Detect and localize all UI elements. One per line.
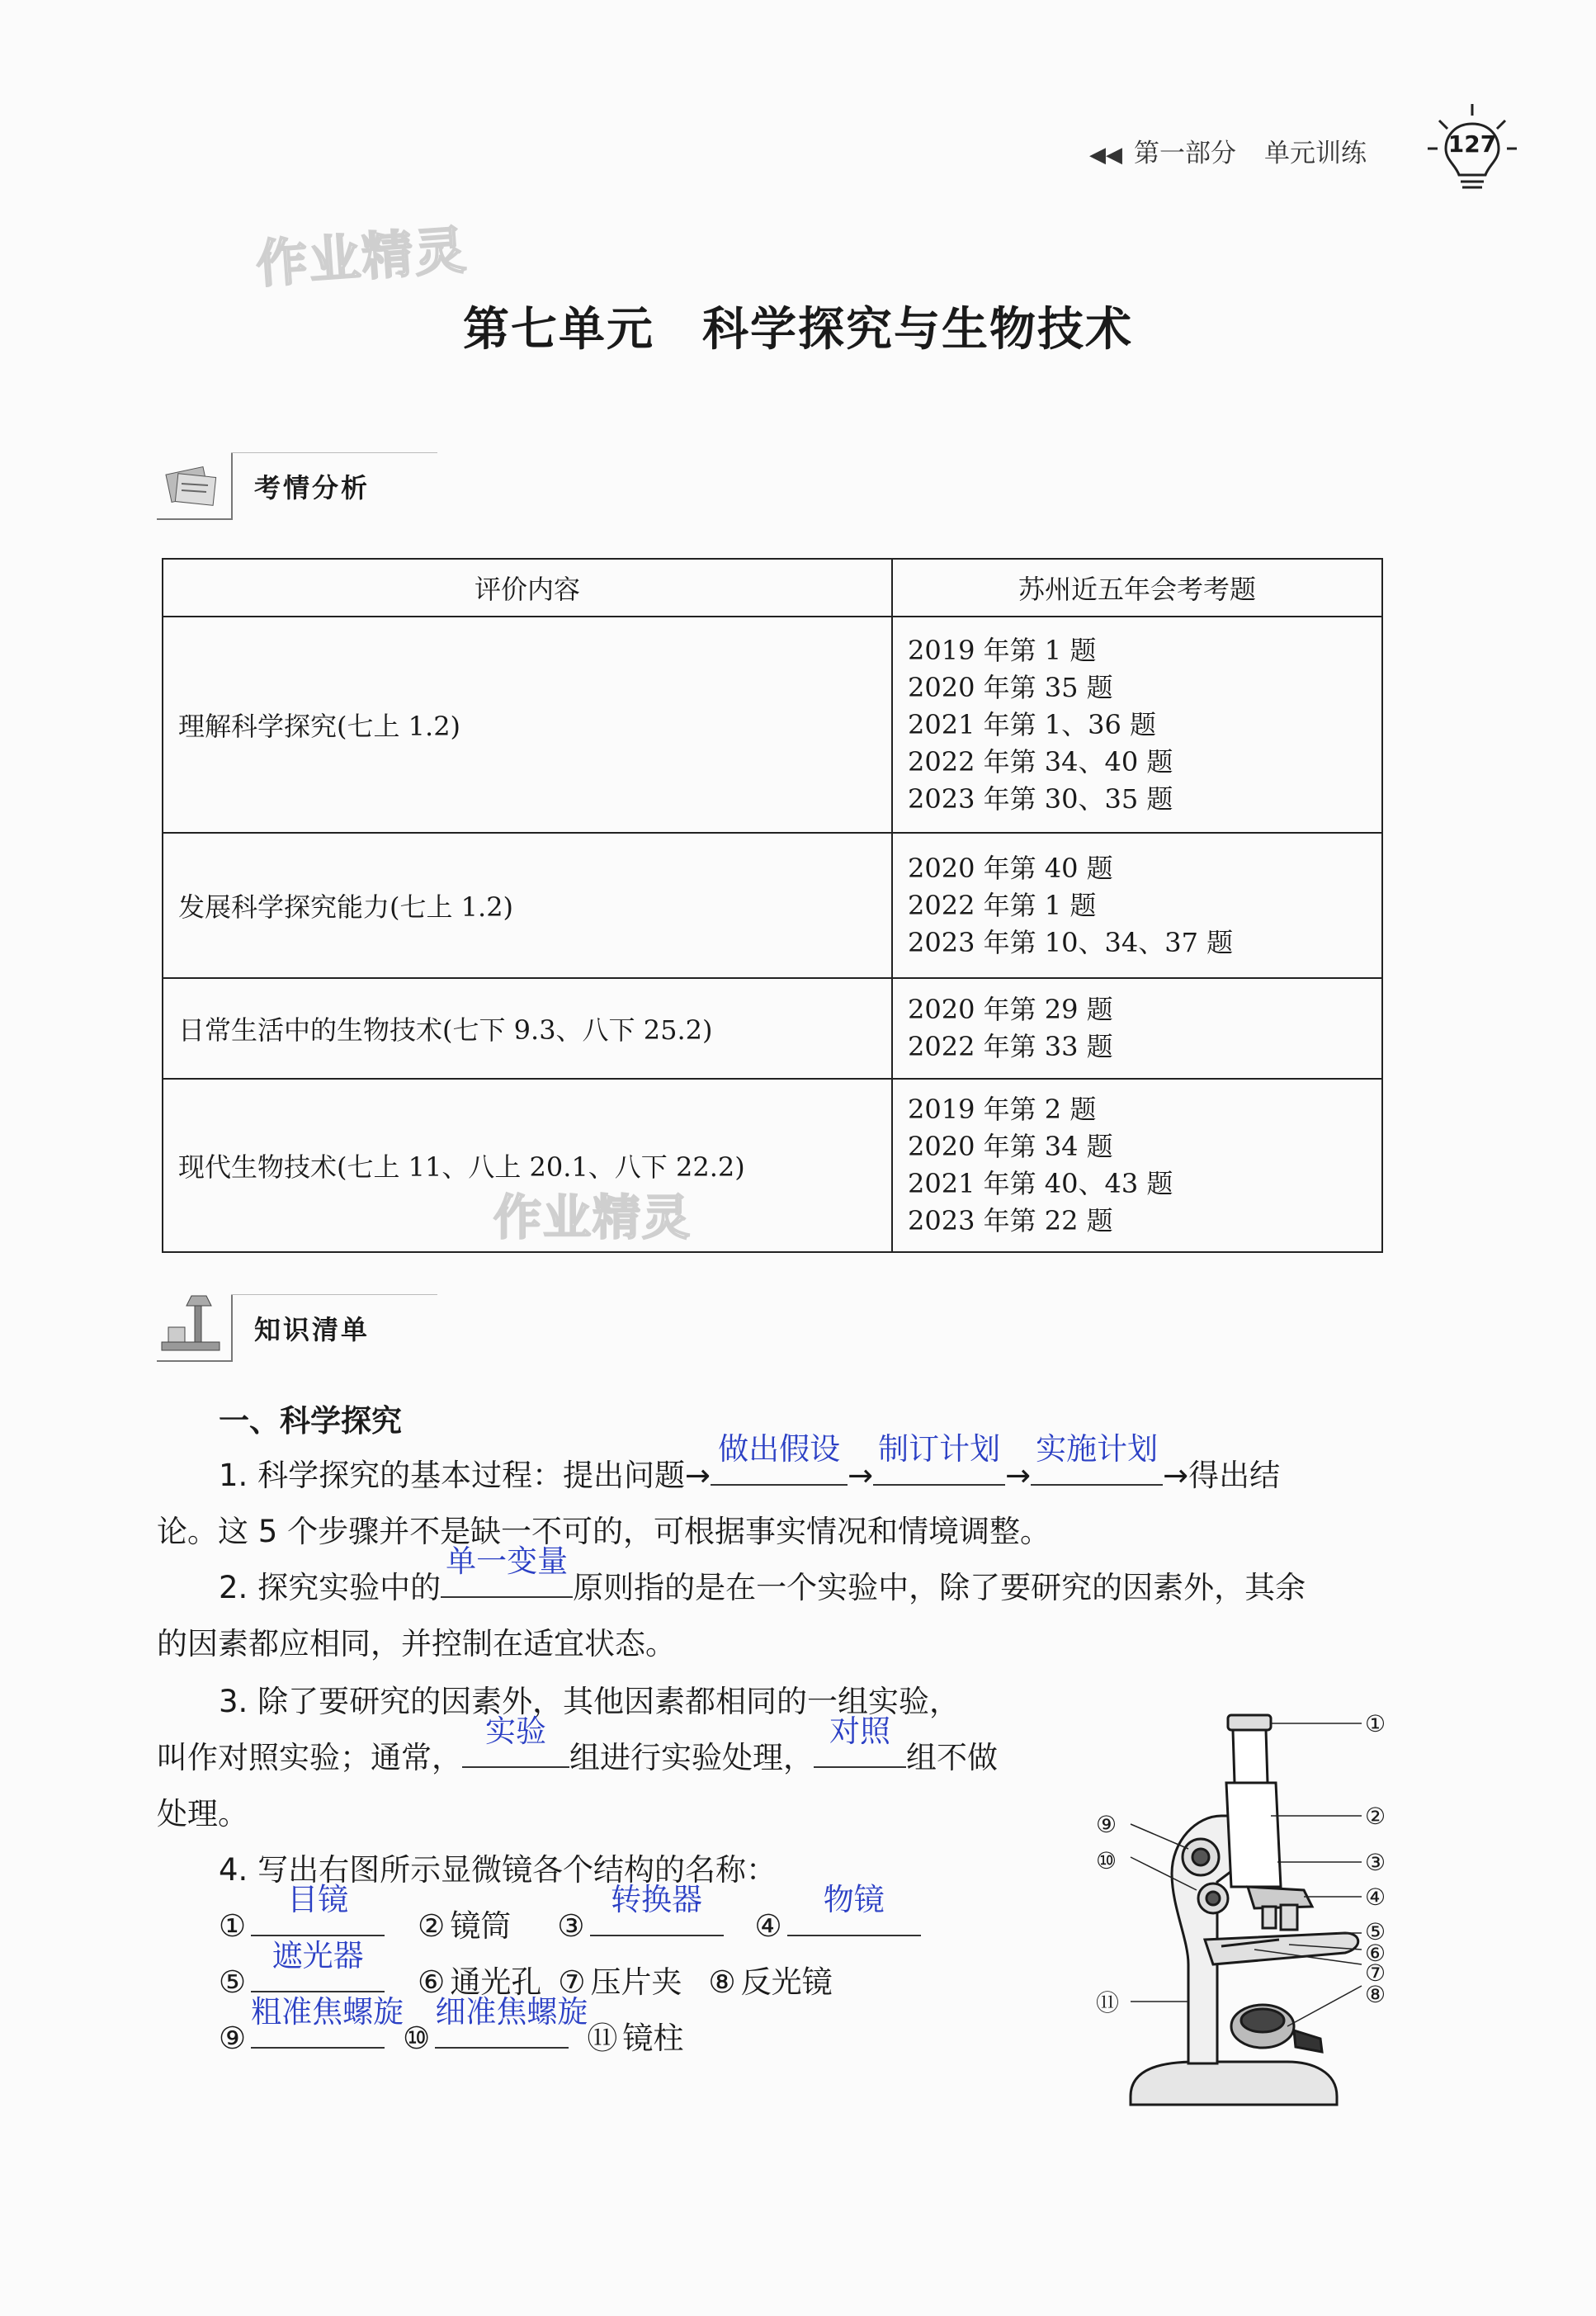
answer-blank: [787, 1882, 921, 1936]
question-1-line1: [219, 1431, 1281, 1504]
answer-blank: [814, 1713, 906, 1768]
handwritten-answer: 制订计划: [878, 1431, 1001, 1467]
section-label: 知识清单: [254, 1314, 371, 1345]
handwritten-answer: 单一变量: [446, 1543, 569, 1579]
watermark: 作业精灵: [493, 1189, 692, 1245]
answer-blank: [251, 1994, 404, 2049]
section-exam-analysis: [157, 452, 454, 518]
item-number: ⑤: [219, 1964, 247, 2000]
item-number: ⑦: [558, 1964, 586, 2000]
question-3-line3: 处理。: [157, 1796, 248, 1832]
year-entry: 2022 年第 34、40 题: [908, 745, 1173, 778]
year-entry: 2022 年第 33 题: [908, 1031, 1113, 1062]
question-3-line1: 3. 除了要研究的因素外，其他因素都相同的一组实验，: [219, 1684, 961, 1719]
row-years: [892, 1079, 1382, 1252]
section-knowledge-list: [157, 1294, 454, 1360]
question-text: 2. 探究实验中的: [219, 1570, 441, 1605]
table-row: [163, 978, 1382, 1079]
handwritten-answer: 对照: [829, 1713, 890, 1749]
year-entry: 2020 年第 35 题: [908, 671, 1113, 703]
handwritten-answer: 目镜: [287, 1882, 349, 1917]
table-header-row: [163, 559, 1382, 617]
label-5: ⑤: [1365, 1918, 1386, 1945]
table-row: [163, 1079, 1382, 1252]
label-11: ⑪: [1096, 1989, 1120, 2016]
structure-name: 镜柱: [622, 2021, 684, 2056]
column-header: 苏州近五年会考考题: [892, 559, 1382, 617]
year-entry: 2020 年第 40 题: [908, 852, 1113, 884]
page-header: [1089, 132, 1367, 169]
question-2-line2: 的因素都应相同，并控制在适宜状态。: [157, 1626, 676, 1661]
item-number: ③: [557, 1908, 585, 1944]
handwritten-answer: 物镜: [823, 1882, 885, 1917]
answer-blank: [590, 1882, 724, 1936]
handwritten-answer: 遮光器: [272, 1938, 364, 1973]
item-number: ⑨: [219, 2021, 247, 2056]
row-content: 现代生物技术(七上 11、八上 20.1、八下 22.2): [163, 1079, 892, 1252]
row-years: [892, 978, 1382, 1079]
question-text: 原则指的是在一个实验中，除了要研究的因素外，其余: [573, 1570, 1306, 1605]
answer-blank: [462, 1713, 569, 1768]
year-entry: 2020 年第 29 题: [908, 994, 1113, 1025]
year-entry: 2021 年第 1、36 题: [908, 708, 1157, 740]
row-years: [892, 833, 1382, 978]
question-2-line1: [219, 1543, 1306, 1616]
label-7: ⑦: [1365, 1959, 1386, 1987]
microscope-lamp-icon: [157, 1294, 233, 1362]
question-text: →得出结: [1163, 1458, 1281, 1493]
table-row: [163, 833, 1382, 978]
section-label: 考情分析: [254, 472, 371, 503]
year-entry: 2023 年第 10、34、37 题: [908, 926, 1234, 958]
structure-name: 通光孔: [450, 1964, 542, 2000]
item-number: ⑩: [403, 2021, 431, 2056]
exam-analysis-table: [162, 558, 1383, 1253]
item-number: ⑪: [587, 2021, 618, 2056]
question-text: 叫作对照实验；通常，: [157, 1740, 462, 1775]
year-entry: 2020 年第 34 题: [908, 1131, 1113, 1162]
question-3-line2: [157, 1713, 998, 1786]
item-number: ②: [418, 1908, 446, 1944]
label-9: ⑨: [1096, 1811, 1117, 1838]
watermark: 作业精灵: [254, 220, 470, 295]
row-content: 理解科学探究(七上 1.2): [163, 617, 892, 833]
handwritten-answer: 转换器: [611, 1882, 703, 1917]
row-years: [892, 617, 1382, 833]
label-2: ②: [1365, 1803, 1386, 1830]
header-section: 单元训练: [1264, 139, 1367, 168]
answer-blank: [711, 1431, 848, 1486]
column-header: 评价内容: [163, 559, 892, 617]
answer-blank: [435, 1994, 588, 2049]
year-entry: 2021 年第 40、43 题: [908, 1168, 1173, 1199]
arrow-text: →: [1005, 1458, 1032, 1493]
structure-name: 反光镜: [740, 1964, 833, 2000]
document-stack-icon: [157, 452, 233, 520]
label-3: ③: [1365, 1849, 1386, 1876]
knowledge-heading: 一、科学探究: [219, 1403, 402, 1439]
handwritten-answer: 做出假设: [718, 1431, 841, 1467]
row-content: 发展科学探究能力(七上 1.2): [163, 833, 892, 978]
answer-blank: [1031, 1431, 1163, 1486]
question-text: 1. 科学探究的基本过程：提出问题→: [219, 1458, 711, 1493]
year-entry: 2019 年第 1 题: [908, 634, 1097, 666]
back-arrow-icon: ◀◀: [1089, 143, 1122, 168]
microscope-illustration: [1065, 1692, 1411, 2138]
structure-name: 压片夹: [590, 1964, 682, 2000]
question-1-line2: 论。这 5 个步骤并不是缺一不可的，可根据事实情况和情境调整。: [157, 1514, 1051, 1549]
question-4-row3: [219, 1994, 684, 2067]
year-entry: 2019 年第 2 题: [908, 1094, 1097, 1125]
item-number: ④: [754, 1908, 782, 1944]
microscope-diagram: [1065, 1692, 1411, 2138]
question-text: 组进行实验处理，: [569, 1740, 814, 1775]
label-4: ④: [1365, 1884, 1386, 1911]
handwritten-answer: 细准焦螺旋: [435, 1994, 588, 2030]
label-10: ⑩: [1096, 1847, 1117, 1874]
handwritten-answer: 粗准焦螺旋: [251, 1994, 404, 2030]
question-4-stem: 4. 写出右图所示显微镜各个结构的名称：: [219, 1852, 777, 1888]
year-entry: 2023 年第 30、35 题: [908, 782, 1173, 815]
header-part: 第一部分: [1134, 139, 1236, 168]
answer-blank: [441, 1543, 573, 1598]
structure-name: 镜筒: [450, 1908, 512, 1944]
item-number: ⑧: [708, 1964, 736, 2000]
label-1: ①: [1365, 1710, 1386, 1737]
label-6: ⑥: [1365, 1940, 1386, 1967]
arrow-text: →: [848, 1458, 874, 1493]
handwritten-answer: 实验: [485, 1713, 546, 1749]
year-entry: 2023 年第 22 题: [908, 1205, 1113, 1236]
year-entry: 2022 年第 1 题: [908, 889, 1097, 921]
item-number: ⑥: [418, 1964, 446, 2000]
table-row: [163, 617, 1382, 833]
answer-blank: [873, 1431, 1005, 1486]
row-content: 日常生活中的生物技术(七下 9.3、八下 25.2): [163, 978, 892, 1079]
question-text: 组不做: [906, 1740, 998, 1775]
page-number-badge: [1423, 99, 1522, 198]
page-number: 127: [1447, 130, 1497, 158]
label-8: ⑧: [1365, 1981, 1386, 2008]
item-number: ①: [219, 1908, 247, 1944]
page-title: 第七单元 科学探究与生物技术: [463, 303, 1133, 357]
handwritten-answer: 实施计划: [1036, 1431, 1159, 1467]
